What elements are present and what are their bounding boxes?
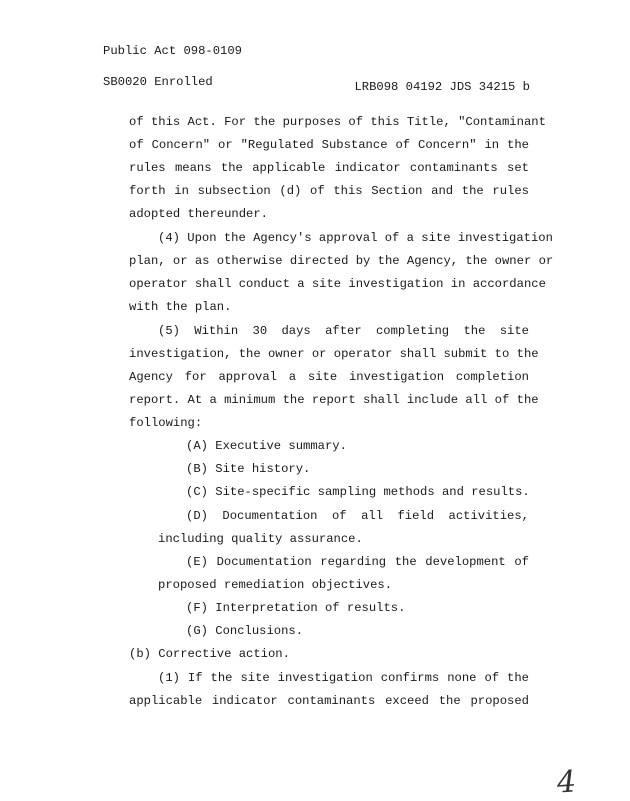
body-line: Agency for approval a site investigation completion — [129, 370, 529, 384]
body-line: forth in subsection (d) of this Section and the rules — [129, 184, 529, 198]
list-item: (E) Documentation regarding the development of — [186, 555, 529, 569]
list-item-continuation: including quality assurance. — [158, 532, 363, 546]
body-line: (4) Upon the Agency's approval of a site investigation — [158, 231, 553, 245]
list-item: (G) Conclusions. — [186, 624, 304, 638]
list-item-continuation: proposed remediation objectives. — [158, 578, 393, 592]
body-line: (5) Within 30 days after completing the site — [158, 324, 529, 338]
section-heading: (b) Corrective action. — [129, 647, 290, 661]
body-line: with the plan. — [129, 300, 232, 314]
body-line: applicable indicator contaminants exceed the proposed — [129, 694, 529, 708]
body-line: following: — [129, 416, 203, 430]
body-line: adopted thereunder. — [129, 207, 268, 221]
handwritten-page-number: 4 — [555, 764, 578, 801]
list-item: (B) Site history. — [186, 462, 311, 476]
body-line: of this Act. For the purposes of this Title, "Contaminant — [129, 115, 546, 129]
body-line: rules means the applicable indicator contaminants set — [129, 161, 529, 175]
body-line: plan, or as otherwise directed by the Agency, the owner or — [129, 254, 554, 268]
body-line: (1) If the site investigation confirms none of the — [158, 671, 529, 685]
bill-number-header: SB0020 Enrolled — [103, 75, 213, 89]
lrb-number-header: LRB098 04192 JDS 34215 b — [354, 80, 530, 94]
list-item: (F) Interpretation of results. — [186, 601, 406, 615]
list-item: (D) Documentation of all field activities, — [186, 509, 529, 523]
list-item: (A) Executive summary. — [186, 439, 347, 453]
body-line: investigation, the owner or operator shall submit to the — [129, 347, 539, 361]
body-line: report. At a minimum the report shall include all of the — [129, 393, 539, 407]
body-line: operator shall conduct a site investigation in accordance — [129, 277, 546, 291]
list-item: (C) Site-specific sampling methods and results. — [186, 485, 530, 499]
body-line: of Concern" or "Regulated Substance of Concern" in the — [129, 138, 529, 152]
public-act-header: Public Act 098-0109 — [103, 44, 242, 58]
